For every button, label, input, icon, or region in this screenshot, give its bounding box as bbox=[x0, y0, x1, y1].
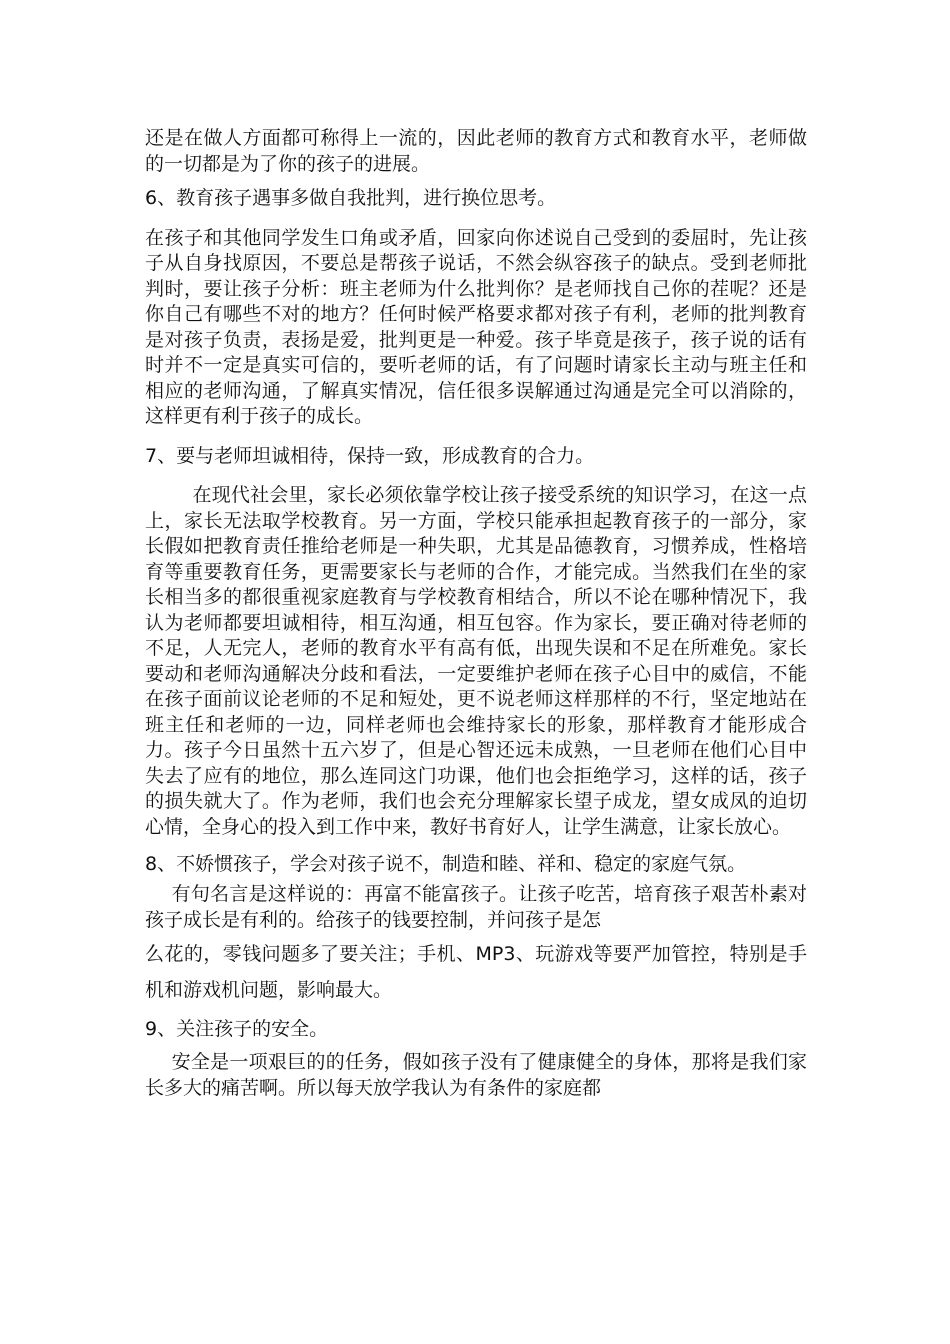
heading-item-7: 7、要与老师坦诚相待，保持一致，形成教育的合力。 bbox=[145, 444, 595, 467]
paragraph-safety: 安全是一项艰巨的的任务，假如孩子没有了健康健全的身体，那将是我们家长多大的痛苦啊。所以每天放学我认为有条件的家庭都 bbox=[145, 1051, 807, 1099]
document-body bbox=[145, 126, 807, 1101]
paragraph-teacher-progress: 还是在做人方面都可称得上一流的，因此老师的教育方式和教育水平，老师做的一切都是为了你的孩子的进展。 bbox=[145, 127, 807, 175]
paragraph-self-criticism: 在孩子和其他同学发生口角或矛盾，回家向你述说自己受到的委屈时，先让孩子从自身找原因，不要总是帮孩子说话，不然会纵容孩子的缺点。受到老师批判时，要让孩子分析：班主老师为什么批判你？是老师找自己你的茬呢？还是你自己有哪些不对的地方？任何时候严格要求都对孩子有利，老师的批判教育是对孩子负责，表扬是爱，批判更是一种爱。孩子毕竟是孩子，孩子说的话有时并不一定是真实可信的，要听老师的话，有了问题时请家长主动与班主任和相应的老师沟通，了解真实情况，信任很多误解通过沟通是完全可以消除的，这样更有利于孩子的成长。 bbox=[145, 226, 807, 427]
paragraph-cooperation: 在现代社会里，家长必须依靠学校让孩子接受系统的知识学习，在这一点上，家长无法取学校教育。另一方面，学校只能承担起教育孩子的一部分，家长假如把教育责任推给老师是一种失职，尤其是品德教育，习惯养成，性格培育等重要教育任务，更需要家长与老师的合作，才能完成。当然我们在坐的家长相当多的都很重视家庭教育与学校教育相结合，所以不论在哪种情况下，我认为老师都要坦诚相待，相互沟通，相互包容。作为家长，要正确对待老师的不足，人无完人，老师的教育水平有高有低，出现失误和不足在所难免。家长要动和老师沟通解决分歧和看法，一定要维护老师在孩子心目中的威信，不能在孩子面前议论老师的不足和短处，更不说老师这样那样的不行，坚定地站在班主任和老师的一边，同样老师也会维持家长的形象，那样教育才能形成合力。孩子今日虽然十五六岁了，但是心智还远未成熟，一旦老师在他们心目中失去了应有的地位，那么连同这门功课，他们也会拒绝学习，这样的话，孩子的损失就大了。作为老师，我们也会充分理解家长望子成龙，望女成凤的迫切心情，全身心的投入到工作中来，教好书育好人，让学生满意，让家长放心。 bbox=[145, 484, 807, 838]
heading-item-8: 8、不娇惯孩子，学会对孩子说不，制造和睦、祥和、稳定的家庭气氛。 bbox=[145, 853, 747, 875]
paragraph-no-spoiling-part-1: 有句名言是这样说的：再富不能富孩子。让孩子吃苦，培育孩子艰苦朴素对孩子成长是有利的。给孩子的钱要控制，并问孩子是怎 bbox=[145, 883, 807, 931]
heading-item-9: 9、关注孩子的安全。 bbox=[145, 1018, 329, 1040]
heading-item-6: 6、教育孩子遇事多做自我批判，进行换位思考。 bbox=[145, 187, 557, 209]
paragraph-no-spoiling-part-2: 么花的，零钱问题多了要关注；手机、MP3、玩游戏等要严加管控，特别是手机和游戏机问题，影响最大。 bbox=[145, 943, 807, 1001]
